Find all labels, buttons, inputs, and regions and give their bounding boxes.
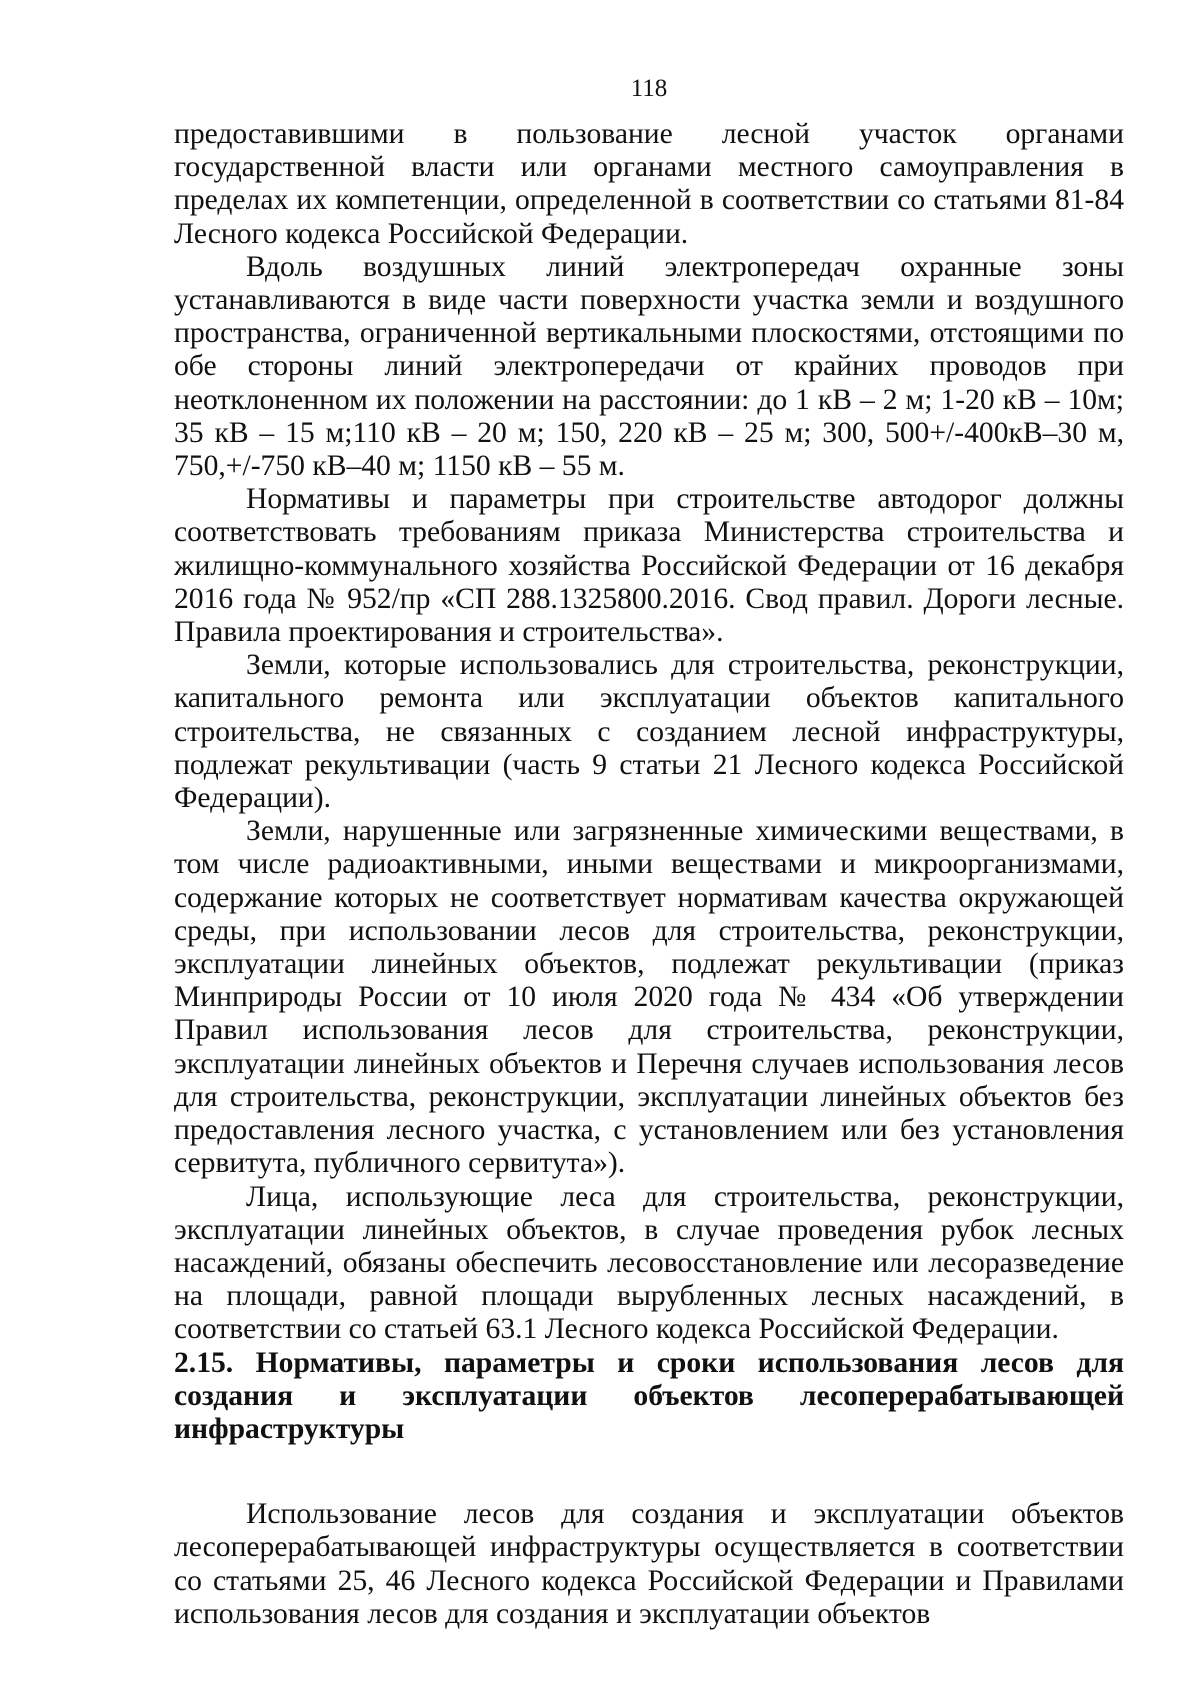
- paragraph-power-lines: Вдоль воздушных линий электропередач охранные зоны устанавливаются в виде части поверхности участка земли и воздушного пространства, ограниченной вертикальными плоскостями, отстоящими по обе стороны линий электропередачи от крайних проводов при неотклоненном их положении на расстоянии: до 1 кВ – 2 м; 1-20 кВ – 10м; 35 кВ – 15 м;110 кВ – 20 м; 150, 220 кВ – 25 м; 300, 500+/-400кВ–30 м, 750,+/-750 кВ–40 м; 1150 кВ – 55 м.: [174, 250, 1124, 483]
- paragraph-processing-infrastructure: Использование лесов для создания и эксплуатации объектов лесоперерабатывающей инфраструктуры осуществляется в соответствии со статьями 25, 46 Лесного кодекса Российской Федерации и Правилами использования лесов для создания и эксплуатации объектов: [174, 1498, 1124, 1630]
- section-heading-2-15: 2.15. Нормативы, параметры и сроки использования лесов для создания и эксплуатации объектов лесоперерабатывающей инфраструктуры: [174, 1346, 1124, 1445]
- paragraph-road-standards: Нормативы и параметры при строительстве автодорог должны соответствовать требованиям приказа Министерства строительства и жилищно-коммунального хозяйства Российской Федерации от 16 декабря 2016 года № 952/пр «СП 288.1325800.2016. Свод правил. Дороги лесные. Правила проектирования и строительства».: [174, 483, 1124, 649]
- paragraph-contaminated-lands: Земли, нарушенные или загрязненные химическими веществами, в том числе радиоактивными, иными веществами и микроорганизмами, содержание которых не соответствует нормативам качества окружающей среды, при использовании лесов для строительства, реконструкции, эксплуатации линейных объектов, подлежат рекультивации (приказ Минприроды России от 10 июля 2020 года № 434 «Об утверждении Правил использования лесов для строительства, реконструкции, эксплуатации линейных объектов и Перечня случаев использования лесов для строительства, реконструкции, эксплуатации линейных объектов без предоставления лесного участка, с установлением или без установления сервитута, публичного сервитута»).: [174, 815, 1124, 1180]
- paragraph-land-recultivation: Земли, которые использовались для строительства, реконструкции, капитального ремонта или эксплуатации объектов капитального строительства, не связанных с созданием лесной инфраструктуры, подлежат рекультивации (часть 9 статьи 21 Лесного кодекса Российской Федерации).: [174, 649, 1124, 815]
- document-body: [174, 118, 1124, 1631]
- paragraph-continuation: предоставившими в пользование лесной участок органами государственной власти или органами местного самоуправления в пределах их компетенции, определенной в соответствии со статьями 81-84 Лесного кодекса Российской Федерации.: [174, 118, 1124, 250]
- paragraph-reforestation: Лица, использующие леса для строительства, реконструкции, эксплуатации линейных объектов, в случае проведения рубок лесных насаждений, обязаны обеспечить лесовосстановление или лесоразведение на площади, равной площади вырубленных лесных насаждений, в соответствии со статьей 63.1 Лесного кодекса Российской Федерации.: [174, 1180, 1124, 1346]
- page-number: 118: [630, 75, 668, 102]
